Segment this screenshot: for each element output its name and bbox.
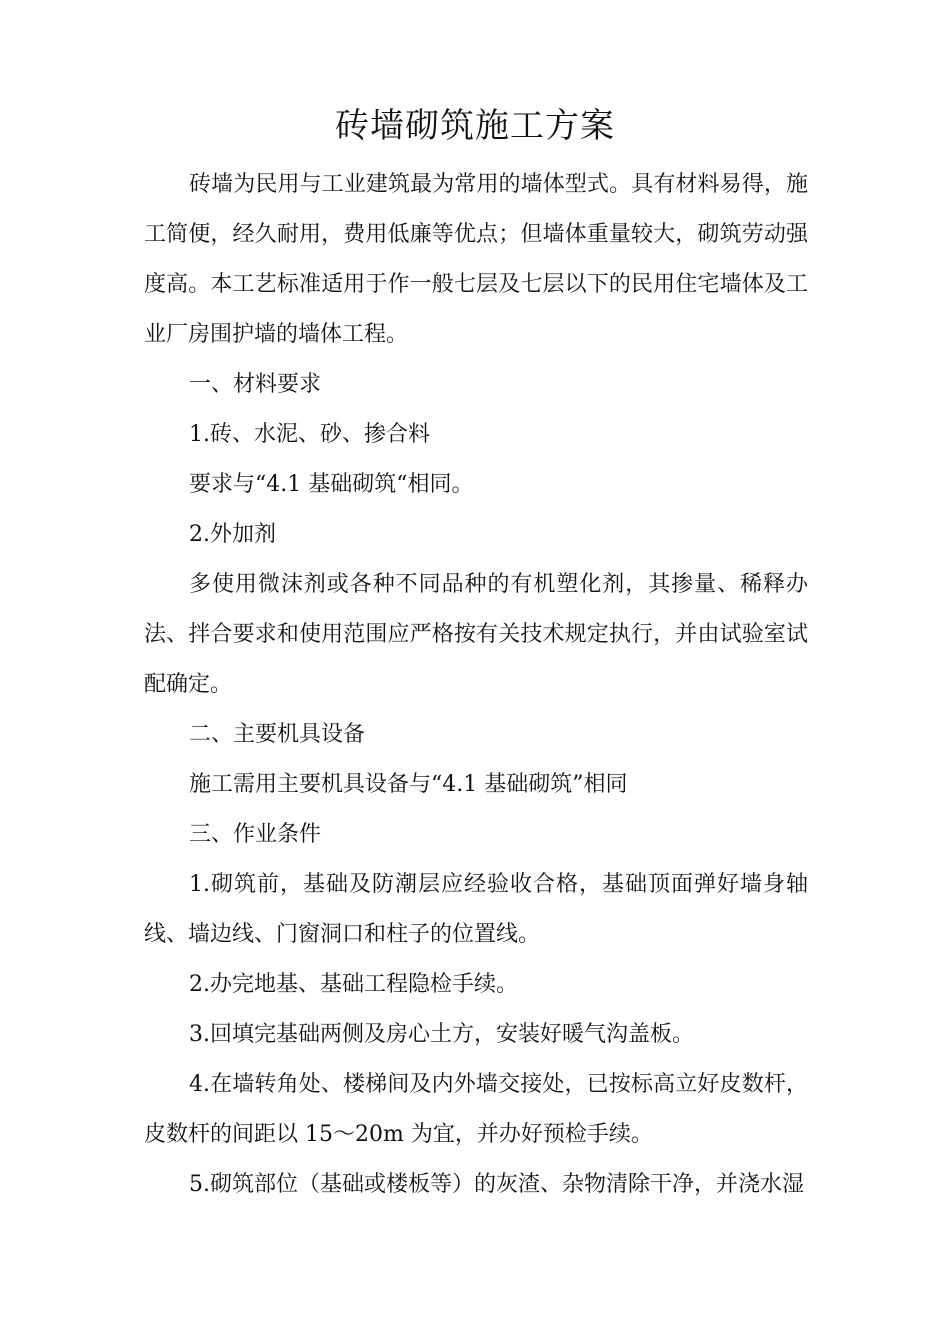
condition-item-2: 2.办完地基、基础工程隐检手续。 bbox=[189, 972, 518, 997]
condition-item-5: 5.砌筑部位（基础或楼板等）的灰渣、杂物清除干净，并浇水湿 bbox=[189, 1172, 804, 1197]
paragraph-requirement: 要求与“4.1 基础砌筑“相同。 bbox=[189, 472, 474, 497]
condition-item-3: 3.回填完基础两侧及房心土方，安装好暖气沟盖板。 bbox=[189, 1022, 694, 1047]
subheading-admixture: 2.外加剂 bbox=[189, 522, 276, 547]
subheading-brick-cement: 1.砖、水泥、砂、掺合料 bbox=[189, 422, 430, 447]
condition-item-1: 1.砌筑前，基础及防潮层应经验收合格，基础顶面弹好墙身轴线、墙边线、门窗洞口和柱子的位置线。 bbox=[144, 872, 808, 947]
paragraph-admixture: 多使用微沫剂或各种不同品种的有机塑化剂，其掺量、稀释办法、拌合要求和使用范围应严格按有关技术规定执行，并由试验室试配确定。 bbox=[144, 572, 808, 697]
heading-equipment: 二、主要机具设备 bbox=[189, 722, 366, 747]
heading-materials: 一、材料要求 bbox=[189, 372, 322, 397]
paragraph-equipment: 施工需用主要机具设备与“4.1 基础砌筑”相同 bbox=[189, 772, 628, 797]
document-title: 砖墙砌筑施工方案 bbox=[335, 106, 615, 146]
paragraph-intro: 砖墙为民用与工业建筑最为常用的墙体型式。具有材料易得，施工简便，经久耐用，费用低廉等优点；但墙体重量较大，砌筑劳动强度高。本工艺标准适用于作一般七层及七层以下的民用住宅墙体及工业厂房围护墙的墙体工程。 bbox=[144, 172, 808, 347]
condition-item-4: 4.在墙转角处、楼梯间及内外墙交接处，已按标高立好皮数杆，皮数杆的间距以 15～20m 为宜，并办好预检手续。 bbox=[144, 1072, 808, 1147]
heading-conditions: 三、作业条件 bbox=[189, 822, 322, 847]
